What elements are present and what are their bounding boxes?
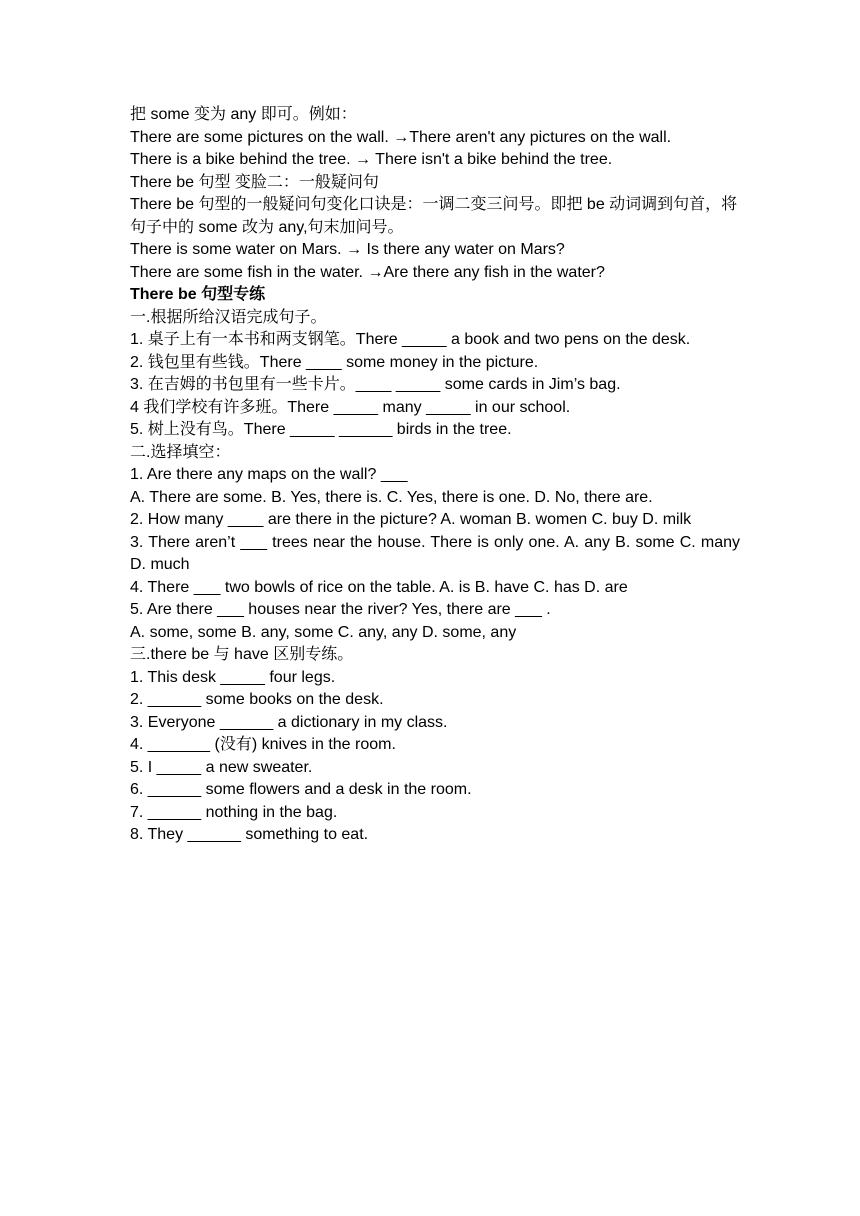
exercise-item: 4 我们学校有许多班。There _____ many _____ in our school. xyxy=(130,398,571,416)
exercise-item: 4. _______ (没有) knives in the room. xyxy=(130,736,396,753)
example-sentence: There is a bike behind the tree. → There isn't a bike behind the tree. xyxy=(130,151,613,168)
exercise-item: 2. 钱包里有些钱。There ____ some money in the picture. xyxy=(130,353,539,371)
exercise-item: 5. I _____ a new sweater. xyxy=(130,758,313,776)
exercise-item: 2. How many ____ are there in the picture? A. woman B. women C. buy D. milk xyxy=(130,511,692,528)
exercise-item: 1. 桌子上有一本书和两支钢笔。There _____ a book and two pens on the desk. xyxy=(130,331,691,348)
section1-title: 一.根据所给汉语完成句子。 xyxy=(130,308,327,326)
document-page xyxy=(130,104,740,847)
exercise-item: 1. Are there any maps on the wall? ___ xyxy=(130,466,408,483)
practice-title: There be 句型专练 xyxy=(130,286,266,303)
exercise-item: 1. This desk _____ four legs. xyxy=(130,668,336,686)
rule-paragraph: There be 句型的一般疑问句变化口诀是：一调二变三问号。即把 be 动词调到句首，将句子中的 some 改为 any,句末加问号。 xyxy=(130,196,738,236)
example-sentence: There is some water on Mars. → Is there any water on Mars? xyxy=(130,241,565,258)
answer-options: A. some, some B. any, some C. any, any D. some, any xyxy=(130,623,517,641)
example-sentence: There are some pictures on the wall. →There aren't any pictures on the wall. xyxy=(130,128,672,146)
exercise-item: 5. Are there ___ houses near the river? Yes, there are ___ . xyxy=(130,601,551,618)
intro-line: 把 some 变为 any 即可。例如： xyxy=(130,106,357,123)
exercise-item: 7. ______ nothing in the bag. xyxy=(130,803,338,821)
section3-title: 三.there be 与 have 区别专练。 xyxy=(130,646,354,663)
exercise-item: 6. ______ some flowers and a desk in the room. xyxy=(130,781,472,798)
exercise-item: 3. 在吉姆的书包里有一些卡片。____ _____ some cards in Jim’s bag. xyxy=(130,376,621,393)
exercise-item: 3. There aren’t ___ trees near the house. There is only one. A. any B. some C. many D. much xyxy=(130,533,740,573)
exercise-item: 4. There ___ two bowls of rice on the table. A. is B. have C. has D. are xyxy=(130,578,628,596)
exercise-item: 2. ______ some books on the desk. xyxy=(130,691,384,708)
example-sentence: There are some fish in the water. →Are there any fish in the water? xyxy=(130,263,605,281)
section-heading: There be 句型 变脸二：一般疑问句 xyxy=(130,173,379,191)
section2-title: 二.选择填空： xyxy=(130,443,231,461)
exercise-item: 3. Everyone ______ a dictionary in my class. xyxy=(130,713,448,731)
exercise-item: 5. 树上没有鸟。There _____ ______ birds in the tree. xyxy=(130,421,512,438)
exercise-item: 8. They ______ something to eat. xyxy=(130,826,369,843)
answer-options: A. There are some. B. Yes, there is. C. Yes, there is one. D. No, there are. xyxy=(130,488,653,506)
